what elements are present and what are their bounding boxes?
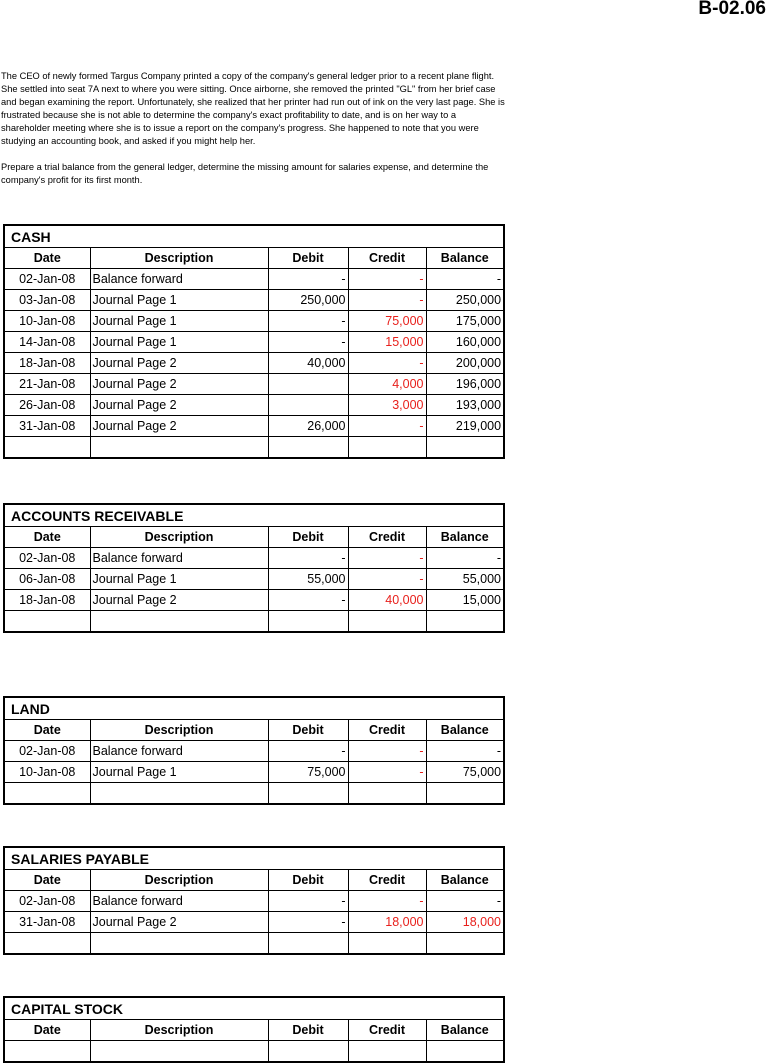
cell-description: Journal Page 2 <box>90 374 268 395</box>
cell-empty <box>348 1041 426 1063</box>
column-header-debit: Debit <box>268 720 348 741</box>
cell-date: 18-Jan-08 <box>4 590 90 611</box>
ledger-title: CAPITAL STOCK <box>4 997 504 1020</box>
table-row <box>4 741 504 762</box>
cell-credit: 75,000 <box>348 311 426 332</box>
cell-credit: - <box>348 891 426 912</box>
cell-credit: - <box>348 269 426 290</box>
intro-paragraph-1: The CEO of newly formed Targus Company printed a copy of the company's general ledger prior to a recent plane flight. She settled into seat 7A next to where you were sitting. Once airborne, she removed the printed "GL" from her brief case and began examining the report. Unfortunately, she realized that her printer had run out of ink on the very last page. She is frustrated because she is not able to determine the company's exact profitability to date, and is on her way to a shareholder meeting where she is to issue a report on the company's progress. She happened to note that you were studying an accounting book, and asked if you might help her. <box>1 71 505 146</box>
column-header-description: Description <box>90 1020 268 1041</box>
cell-debit: - <box>268 269 348 290</box>
column-header-description: Description <box>90 248 268 269</box>
cell-credit: - <box>348 548 426 569</box>
cell-credit: 18,000 <box>348 912 426 933</box>
table-row <box>4 1041 504 1063</box>
cell-credit <box>348 933 426 955</box>
ledger-header-row <box>4 248 504 269</box>
cell-description: Journal Page 1 <box>90 311 268 332</box>
cell-debit: - <box>268 912 348 933</box>
cell-date: 21-Jan-08 <box>4 374 90 395</box>
table-row <box>4 374 504 395</box>
table-row <box>4 590 504 611</box>
cell-description: Balance forward <box>90 891 268 912</box>
cell-description: Journal Page 2 <box>90 912 268 933</box>
cell-credit: 3,000 <box>348 395 426 416</box>
ledger-salaries-payable <box>3 846 505 955</box>
cell-debit: - <box>268 548 348 569</box>
cell-credit: 15,000 <box>348 332 426 353</box>
cell-debit: 250,000 <box>268 290 348 311</box>
table-row <box>4 311 504 332</box>
cell-balance: 219,000 <box>426 416 504 437</box>
cell-debit: 75,000 <box>268 762 348 783</box>
column-header-debit: Debit <box>268 248 348 269</box>
table-row <box>4 891 504 912</box>
cell-credit: 40,000 <box>348 590 426 611</box>
table-row <box>4 416 504 437</box>
cell-description: Journal Page 2 <box>90 395 268 416</box>
table-row <box>4 933 504 955</box>
cell-balance: 193,000 <box>426 395 504 416</box>
cell-balance: 200,000 <box>426 353 504 374</box>
ledger-title: SALARIES PAYABLE <box>4 847 504 870</box>
cell-date: 14-Jan-08 <box>4 332 90 353</box>
cell-balance: 75,000 <box>426 762 504 783</box>
cell-balance: 55,000 <box>426 569 504 590</box>
cell-balance: - <box>426 741 504 762</box>
cell-credit: - <box>348 741 426 762</box>
cell-date <box>4 437 90 459</box>
column-header-description: Description <box>90 720 268 741</box>
cell-balance: 160,000 <box>426 332 504 353</box>
column-header-balance: Balance <box>426 1020 504 1041</box>
ledger-header-row <box>4 870 504 891</box>
cell-description: Journal Page 2 <box>90 416 268 437</box>
cell-debit: 40,000 <box>268 353 348 374</box>
column-header-debit: Debit <box>268 870 348 891</box>
cell-balance: 175,000 <box>426 311 504 332</box>
cell-description: Journal Page 1 <box>90 569 268 590</box>
cell-date: 26-Jan-08 <box>4 395 90 416</box>
cell-balance <box>426 611 504 633</box>
cell-date: 10-Jan-08 <box>4 762 90 783</box>
table-row <box>4 332 504 353</box>
cell-debit <box>268 437 348 459</box>
cell-description: Balance forward <box>90 548 268 569</box>
ledger-capital-stock <box>3 996 505 1063</box>
cell-description: Journal Page 1 <box>90 762 268 783</box>
column-header-date: Date <box>4 870 90 891</box>
cell-balance: - <box>426 891 504 912</box>
ledger-land <box>3 696 505 805</box>
cell-empty <box>268 1041 348 1063</box>
cell-description: Balance forward <box>90 269 268 290</box>
table-row <box>4 569 504 590</box>
cell-date: 02-Jan-08 <box>4 548 90 569</box>
cell-date: 31-Jan-08 <box>4 912 90 933</box>
cell-credit <box>348 783 426 805</box>
cell-description: Balance forward <box>90 741 268 762</box>
cell-credit: - <box>348 353 426 374</box>
cell-empty <box>4 1041 90 1063</box>
cell-debit <box>268 395 348 416</box>
cell-balance: 250,000 <box>426 290 504 311</box>
cell-balance: - <box>426 548 504 569</box>
table-row <box>4 783 504 805</box>
cell-credit: - <box>348 290 426 311</box>
table-row <box>4 611 504 633</box>
table-row <box>4 269 504 290</box>
cell-credit <box>348 611 426 633</box>
cell-description: Journal Page 1 <box>90 290 268 311</box>
column-header-credit: Credit <box>348 720 426 741</box>
cell-description <box>90 611 268 633</box>
cell-debit <box>268 933 348 955</box>
column-header-credit: Credit <box>348 870 426 891</box>
cell-balance: 15,000 <box>426 590 504 611</box>
cell-date <box>4 933 90 955</box>
cell-description <box>90 933 268 955</box>
column-header-description: Description <box>90 870 268 891</box>
table-row <box>4 762 504 783</box>
cell-credit: - <box>348 762 426 783</box>
cell-balance <box>426 437 504 459</box>
table-row <box>4 437 504 459</box>
column-header-credit: Credit <box>348 527 426 548</box>
cell-balance: 196,000 <box>426 374 504 395</box>
cell-description: Journal Page 2 <box>90 590 268 611</box>
column-header-credit: Credit <box>348 248 426 269</box>
cell-date: 18-Jan-08 <box>4 353 90 374</box>
table-row <box>4 395 504 416</box>
column-header-date: Date <box>4 248 90 269</box>
table-row <box>4 548 504 569</box>
cell-date: 06-Jan-08 <box>4 569 90 590</box>
column-header-balance: Balance <box>426 720 504 741</box>
cell-balance: - <box>426 269 504 290</box>
column-header-date: Date <box>4 527 90 548</box>
column-header-debit: Debit <box>268 1020 348 1041</box>
cell-date <box>4 611 90 633</box>
cell-description <box>90 437 268 459</box>
table-row <box>4 353 504 374</box>
cell-description: Journal Page 2 <box>90 353 268 374</box>
table-row <box>4 912 504 933</box>
ledger-accounts-receivable <box>3 503 505 633</box>
cell-empty <box>426 1041 504 1063</box>
cell-date: 10-Jan-08 <box>4 311 90 332</box>
cell-credit: - <box>348 569 426 590</box>
cell-description: Journal Page 1 <box>90 332 268 353</box>
column-header-balance: Balance <box>426 248 504 269</box>
column-header-debit: Debit <box>268 527 348 548</box>
cell-date <box>4 783 90 805</box>
table-row <box>4 290 504 311</box>
ledger-title: CASH <box>4 225 504 248</box>
cell-date: 02-Jan-08 <box>4 741 90 762</box>
column-header-description: Description <box>90 527 268 548</box>
ledger-header-row <box>4 527 504 548</box>
ledger-header-row <box>4 720 504 741</box>
cell-debit: - <box>268 332 348 353</box>
cell-debit: - <box>268 891 348 912</box>
page-id: B-02.06 <box>698 0 766 19</box>
cell-debit: 55,000 <box>268 569 348 590</box>
cell-debit <box>268 783 348 805</box>
intro-paragraph-2: Prepare a trial balance from the general ledger, determine the missing amount for salaries expense, and determine the company's profit for its first month. <box>1 162 489 185</box>
cell-credit: - <box>348 416 426 437</box>
cell-date: 31-Jan-08 <box>4 416 90 437</box>
ledger-title: LAND <box>4 697 504 720</box>
cell-date: 02-Jan-08 <box>4 891 90 912</box>
cell-date: 02-Jan-08 <box>4 269 90 290</box>
intro-text <box>1 70 506 200</box>
cell-debit: - <box>268 741 348 762</box>
column-header-date: Date <box>4 720 90 741</box>
cell-date: 03-Jan-08 <box>4 290 90 311</box>
column-header-credit: Credit <box>348 1020 426 1041</box>
cell-credit: 4,000 <box>348 374 426 395</box>
cell-description <box>90 783 268 805</box>
column-header-date: Date <box>4 1020 90 1041</box>
cell-debit <box>268 374 348 395</box>
column-header-balance: Balance <box>426 527 504 548</box>
cell-debit: - <box>268 311 348 332</box>
cell-balance <box>426 783 504 805</box>
cell-credit <box>348 437 426 459</box>
cell-debit <box>268 611 348 633</box>
column-header-balance: Balance <box>426 870 504 891</box>
cell-empty <box>90 1041 268 1063</box>
cell-debit: - <box>268 590 348 611</box>
ledger-header-row <box>4 1020 504 1041</box>
ledger-title: ACCOUNTS RECEIVABLE <box>4 504 504 527</box>
cell-debit: 26,000 <box>268 416 348 437</box>
ledger-cash <box>3 224 505 459</box>
cell-balance <box>426 933 504 955</box>
cell-balance: 18,000 <box>426 912 504 933</box>
